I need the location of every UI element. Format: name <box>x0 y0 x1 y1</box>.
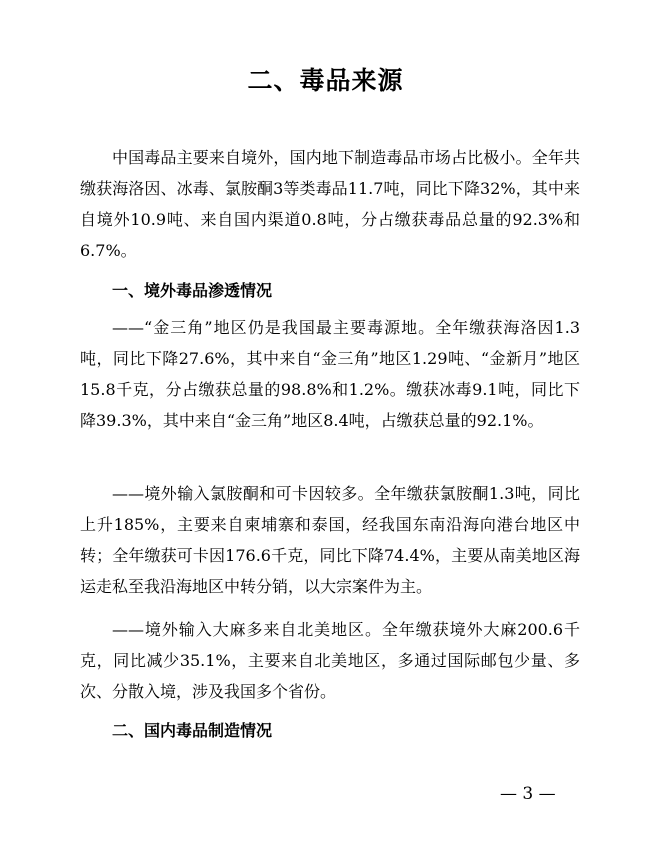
section-heading-overseas: 一、境外毒品渗透情况 <box>112 281 273 300</box>
page-number: — 3 — <box>500 784 556 804</box>
paragraph-golden-triangle: ——“金三角”地区仍是我国最主要毒源地。全年缴获海洛因1.3吨，同比下降27.6%，其中来自“金三角”地区1.29吨、“金新月”地区15.8千克，分占缴获总量的98.8%和1.2%。缴获冰毒9.1吨，同比下降39.3%，其中来自“金三角”地区8.4吨，占缴获总量的92.1%。 <box>80 318 580 430</box>
section-heading-domestic: 二、国内毒品制造情况 <box>112 721 273 740</box>
intro-paragraph: 中国毒品主要来自境外，国内地下制造毒品市场占比极小。全年共缴获海洛因、冰毒、氯胺酮3等类毒品11.7吨，同比下降32%，其中来自境外10.9吨、来自国内渠道0.8吨，分占缴获毒品总量的92.3%和6.7%。 <box>80 148 580 260</box>
paragraph-ketamine-cocaine: ——境外输入氯胺酮和可卡因较多。全年缴获氯胺酮1.3吨，同比上升185%，主要来自柬埔寨和泰国，经我国东南沿海向港台地区中转；全年缴获可卡因176.6千克，同比下降74.4%，主要从南美地区海运走私至我沿海地区中转分销，以大宗案件为主。 <box>80 484 580 596</box>
page-title: 二、毒品来源 <box>247 66 404 95</box>
paragraph-cannabis: ——境外输入大麻多来自北美地区。全年缴获境外大麻200.6千克，同比减少35.1%，主要来自北美地区，多通过国际邮包少量、多次、分散入境，涉及我国多个省份。 <box>80 620 580 701</box>
